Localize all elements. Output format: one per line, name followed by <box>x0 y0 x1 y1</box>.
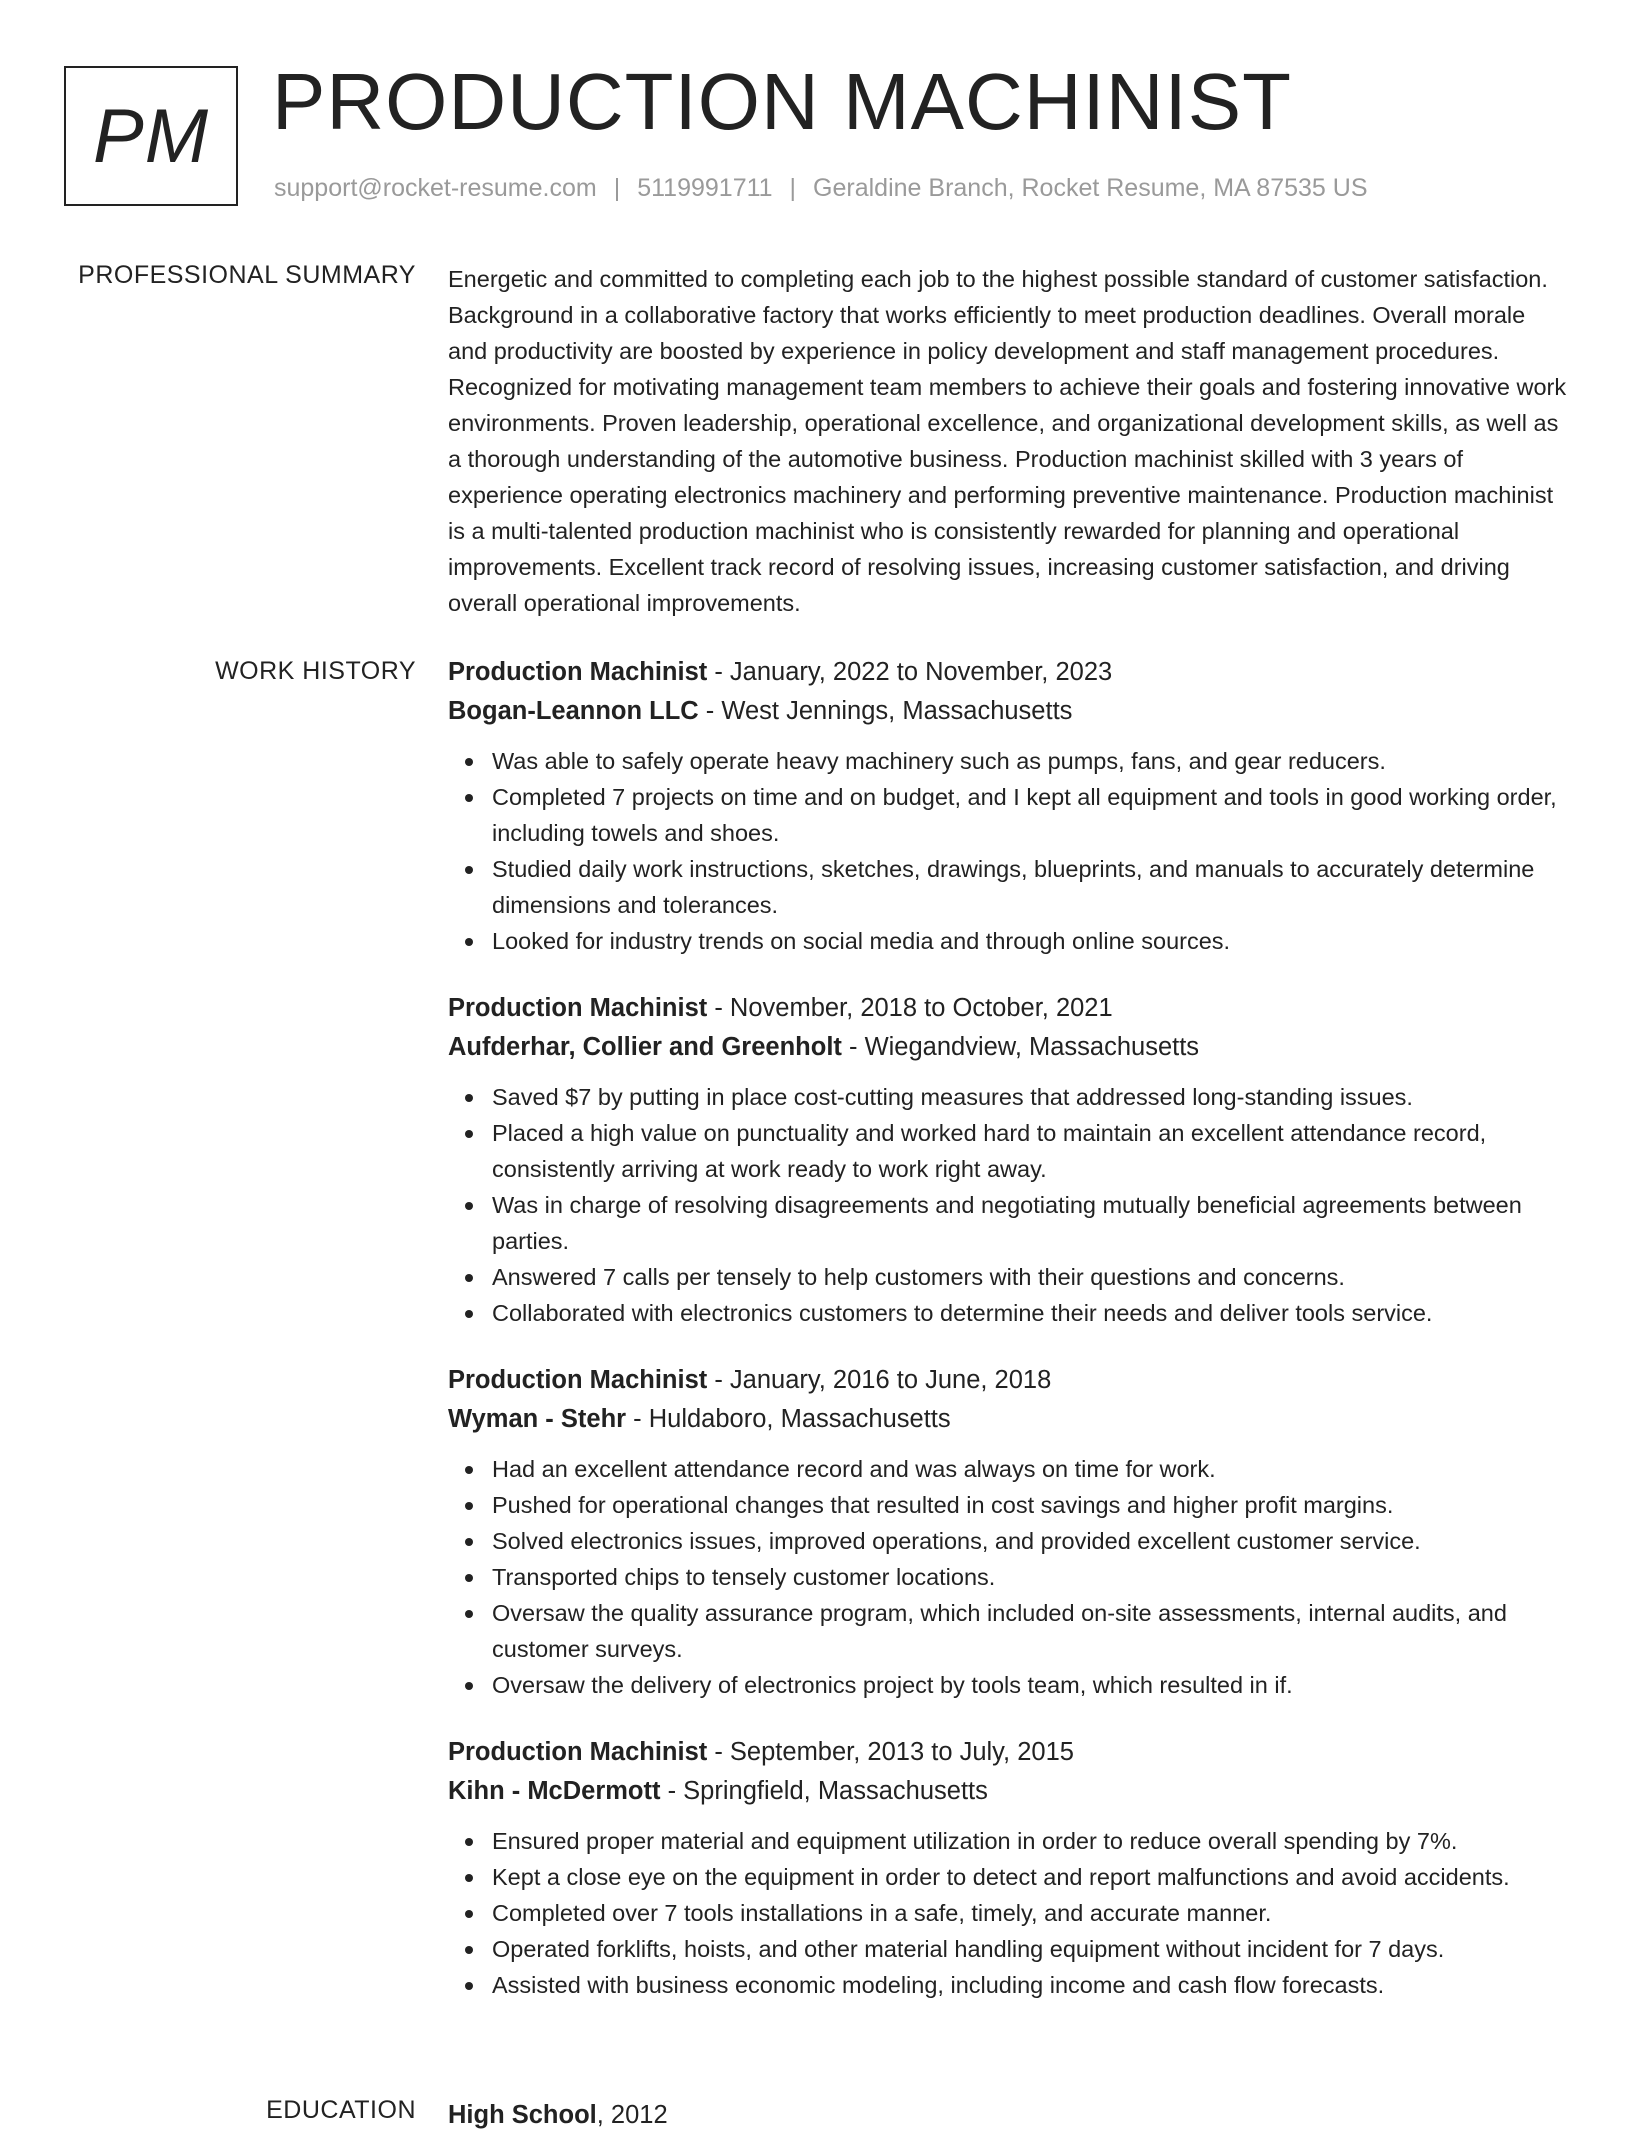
job-company: Kihn - McDermott <box>448 1777 661 1805</box>
job-bullet: Looked for industry trends on social media and through online sources. <box>492 923 1568 959</box>
job-dates: - January, 2016 to June, 2018 <box>707 1366 1052 1394</box>
job-bullet: Completed over 7 tools installations in a safe, timely, and accurate manner. <box>492 1895 1568 1931</box>
job-bullet: Collaborated with electronics customers to determine their needs and deliver tools service. <box>492 1295 1568 1331</box>
section-label-work-history: WORK HISTORY <box>215 657 416 685</box>
job-bullet: Was able to safely operate heavy machinery such as pumps, fans, and gear reducers. <box>492 743 1568 779</box>
contact-phone: 5119991711 <box>637 174 773 202</box>
job-bullet: Placed a high value on punctuality and worked hard to maintain an excellent attendance record, consistently arriving at work ready to work right away. <box>492 1115 1568 1187</box>
job-bullets <box>448 1823 1568 2003</box>
contact-separator: | <box>613 174 621 202</box>
job-bullet: Solved electronics issues, improved operations, and provided excellent customer service. <box>492 1523 1568 1559</box>
job-title: Production Machinist <box>448 658 708 686</box>
job-title-line <box>448 1361 1568 1400</box>
education-body <box>448 2096 1568 2135</box>
job-bullet: Transported chips to tensely customer locations. <box>492 1559 1568 1595</box>
job-title-line <box>448 989 1568 1028</box>
job-title: Production Machinist <box>448 1366 708 1394</box>
job-dates: - September, 2013 to July, 2015 <box>707 1738 1074 1766</box>
job-bullet: Oversaw the delivery of electronics project by tools team, which resulted in if. <box>492 1667 1568 1703</box>
education-line <box>448 2096 1568 2135</box>
job-company: Aufderhar, Collier and Greenholt <box>448 1033 842 1061</box>
job-entry <box>448 1361 1568 1703</box>
education-school: High School <box>448 2101 597 2129</box>
job-bullet: Completed 7 projects on time and on budget, and I kept all equipment and tools in good working order, including towels and shoes. <box>492 779 1568 851</box>
work-history-body <box>448 653 1568 2033</box>
job-company-line <box>448 1772 1568 1811</box>
job-company: Bogan-Leannon LLC <box>448 697 699 725</box>
job-bullet: Was in charge of resolving disagreements and negotiating mutually beneficial agreements between parties. <box>492 1187 1568 1259</box>
job-bullet: Saved $7 by putting in place cost-cutting measures that addressed long-standing issues. <box>492 1079 1568 1115</box>
job-entry <box>448 989 1568 1331</box>
contact-separator: | <box>789 174 797 202</box>
job-bullet: Had an excellent attendance record and was always on time for work. <box>492 1451 1568 1487</box>
job-bullet: Kept a close eye on the equipment in order to detect and report malfunctions and avoid accidents. <box>492 1859 1568 1895</box>
job-company-line <box>448 1400 1568 1439</box>
monogram-logo: PM <box>64 66 238 206</box>
job-company-line <box>448 1028 1568 1067</box>
contact-email: support@rocket-resume.com <box>274 174 597 202</box>
job-bullet: Pushed for operational changes that resulted in cost savings and higher profit margins. <box>492 1487 1568 1523</box>
job-bullets <box>448 1451 1568 1703</box>
job-bullet: Assisted with business economic modeling, including income and cash flow forecasts. <box>492 1967 1568 2003</box>
section-label-education: EDUCATION <box>266 2096 416 2124</box>
job-location: - Huldaboro, Massachusetts <box>626 1405 951 1433</box>
section-label-summary: PROFESSIONAL SUMMARY <box>78 261 416 289</box>
job-company-line <box>448 692 1568 731</box>
job-bullet: Ensured proper material and equipment utilization in order to reduce overall spending by 7%. <box>492 1823 1568 1859</box>
job-dates: - November, 2018 to October, 2021 <box>707 994 1113 1022</box>
job-bullets <box>448 743 1568 959</box>
job-entry <box>448 653 1568 959</box>
summary-body <box>448 261 1568 621</box>
page-title: PRODUCTION MACHINIST <box>272 57 1292 146</box>
job-bullets <box>448 1079 1568 1331</box>
job-dates: - January, 2022 to November, 2023 <box>707 658 1113 686</box>
job-entry <box>448 1733 1568 2003</box>
job-bullet: Operated forklifts, hoists, and other material handling equipment without incident for 7 days. <box>492 1931 1568 1967</box>
job-title-line <box>448 1733 1568 1772</box>
job-title-line <box>448 653 1568 692</box>
job-bullet: Studied daily work instructions, sketches, drawings, blueprints, and manuals to accurately determine dimensions and tolerances. <box>492 851 1568 923</box>
contact-line <box>274 174 1368 203</box>
job-location: - West Jennings, Massachusetts <box>698 697 1073 725</box>
contact-address: Geraldine Branch, Rocket Resume, MA 87535 US <box>813 174 1368 202</box>
job-bullet: Oversaw the quality assurance program, which included on-site assessments, internal audits, and customer surveys. <box>492 1595 1568 1667</box>
summary-text: Energetic and committed to completing each job to the highest possible standard of customer satisfaction. Background in a collaborative factory that works efficiently to meet production deadlines. Overall morale and productivity are boosted by experience in policy development and staff management procedures. Recognized for motivating management team members to achieve their goals and fostering innovative work environments. Proven leadership, operational excellence, and organizational development skills, as well as a thorough understanding of the automotive business. Production machinist skilled with 3 years of experience operating electronics machinery and performing preventive maintenance. Production machinist is a multi-talented production machinist who is consistently rewarded for planning and operational improvements. Excellent track record of resolving issues, increasing customer satisfaction, and driving overall operational improvements. <box>448 266 1567 616</box>
job-title: Production Machinist <box>448 1738 708 1766</box>
education-year: , 2012 <box>596 2101 668 2129</box>
job-bullet: Answered 7 calls per tensely to help customers with their questions and concerns. <box>492 1259 1568 1295</box>
job-title: Production Machinist <box>448 994 708 1022</box>
job-company: Wyman - Stehr <box>448 1405 627 1433</box>
job-location: - Wiegandview, Massachusetts <box>841 1033 1200 1061</box>
job-location: - Springfield, Massachusetts <box>660 1777 988 1805</box>
